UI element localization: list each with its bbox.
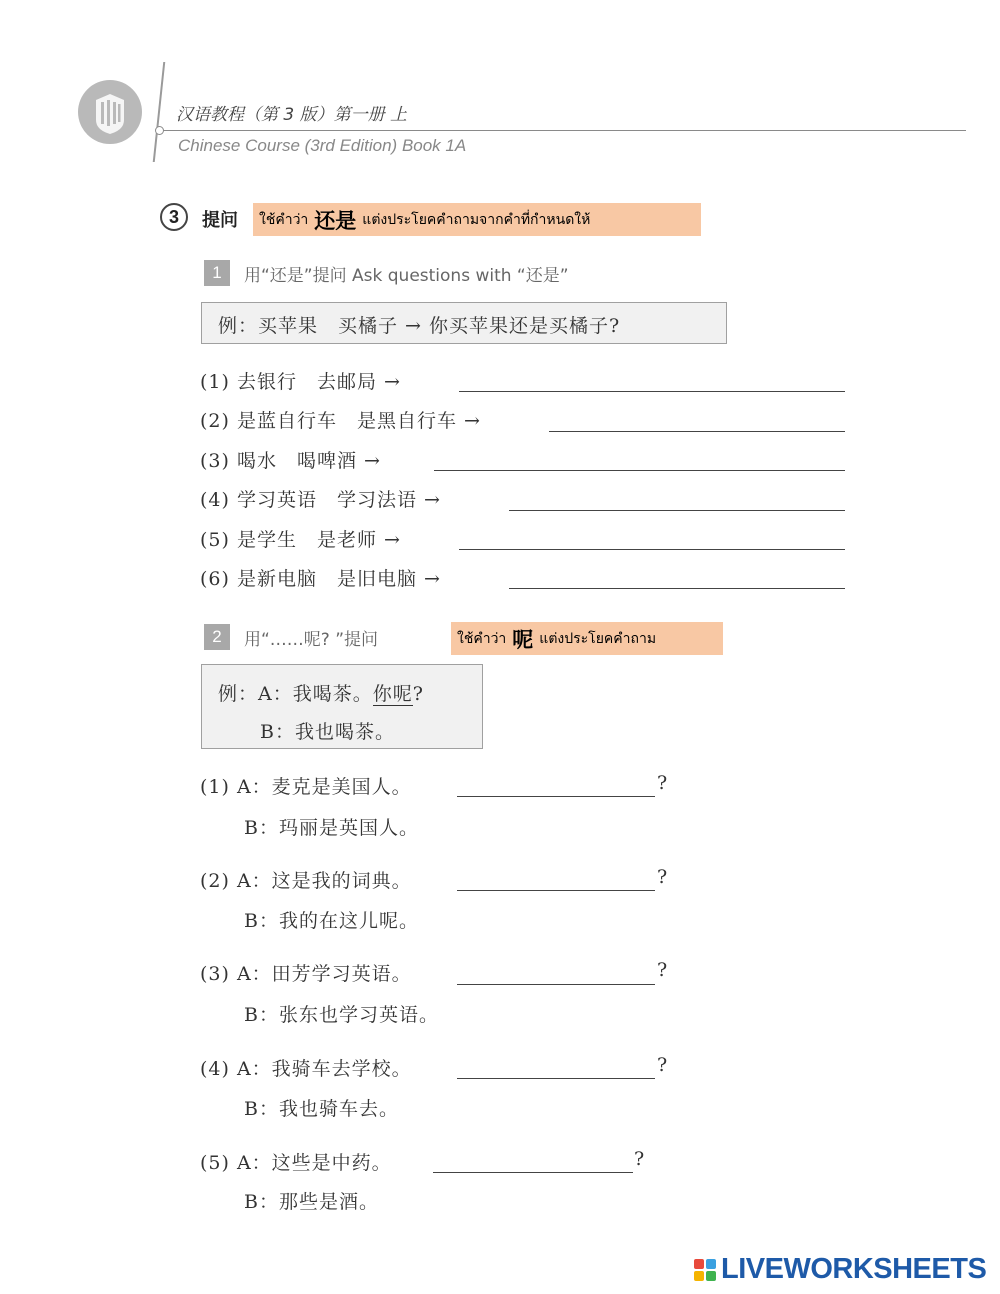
part2-title: 用“……呢? ”提问 bbox=[244, 630, 379, 650]
part2-example-box bbox=[201, 664, 483, 749]
instruction-pre: ใช้คำว่า bbox=[259, 211, 309, 228]
header-divider-dot bbox=[155, 126, 164, 135]
question-mark: ? bbox=[657, 772, 668, 794]
part2-example-b: B：我也喝茶。 bbox=[260, 721, 395, 743]
instruction-keyword: 还是 bbox=[314, 208, 357, 233]
part2-item-a: (5) A：这些是中药。 bbox=[200, 1152, 392, 1174]
part1-item: (4) 学习英语 学习法语 → bbox=[200, 489, 441, 511]
part1-answer-blank-3[interactable] bbox=[434, 470, 845, 471]
part1-item: (2) 是蓝自行车 是黑自行车 → bbox=[200, 410, 481, 432]
part1-item: (5) 是学生 是老师 → bbox=[200, 529, 401, 551]
part1-answer-blank-2[interactable] bbox=[549, 431, 845, 432]
part2-item-b: B：那些是酒。 bbox=[244, 1191, 379, 1213]
example-a-underlined: 你呢 bbox=[372, 683, 413, 705]
question-mark: ? bbox=[657, 959, 668, 981]
part1-example-box bbox=[201, 302, 727, 344]
instruction-post: แต่งประโยคคำถามจากคำที่กำหนดให้ bbox=[362, 211, 591, 228]
section-title: 提问 bbox=[202, 210, 238, 231]
question-mark: ? bbox=[657, 866, 668, 888]
part2-item-b: B：张东也学习英语。 bbox=[244, 1004, 439, 1026]
instruction-keyword: 呢 bbox=[512, 627, 534, 652]
part1-title: 用“还是”提问 Ask questions with “还是” bbox=[244, 266, 569, 286]
part1-answer-blank-6[interactable] bbox=[509, 588, 845, 589]
liveworksheets-grid-icon bbox=[694, 1259, 716, 1281]
part2-answer-blank-5[interactable] bbox=[433, 1172, 633, 1173]
part1-item: (1) 去银行 去邮局 → bbox=[200, 371, 401, 393]
part2-item-a: (3) A：田芳学习英语。 bbox=[200, 963, 412, 985]
question-mark: ? bbox=[634, 1148, 645, 1170]
part2-item-b: B：我的在这儿呢。 bbox=[244, 910, 419, 932]
part2-answer-blank-3[interactable] bbox=[457, 984, 655, 985]
part1-number: 1 bbox=[204, 260, 230, 286]
header-divider-vertical bbox=[153, 62, 165, 162]
part1-example-text: 例：买苹果 买橘子 → 你买苹果还是买橘子? bbox=[218, 315, 621, 337]
part2-instruction-highlight bbox=[451, 622, 723, 655]
part2-answer-blank-1[interactable] bbox=[457, 796, 655, 797]
book-title-chinese: 汉语教程（第 3 版）第一册 上 bbox=[176, 105, 408, 125]
liveworksheets-brand-text: LIVEWORKSHEETS bbox=[721, 1253, 987, 1285]
question-mark: ? bbox=[657, 1054, 668, 1076]
instruction-pre: ใช้คำว่า bbox=[457, 630, 507, 647]
part1-answer-blank-1[interactable] bbox=[459, 391, 845, 392]
book-title-english: Chinese Course (3rd Edition) Book 1A bbox=[178, 136, 467, 155]
part2-answer-blank-2[interactable] bbox=[457, 890, 655, 891]
instruction-post: แต่งประโยคคำถาม bbox=[539, 630, 657, 647]
section-instruction-highlight bbox=[253, 203, 701, 236]
part2-answer-blank-4[interactable] bbox=[457, 1078, 655, 1079]
part1-answer-blank-4[interactable] bbox=[509, 510, 845, 511]
part2-item-b: B：玛丽是英国人。 bbox=[244, 817, 419, 839]
part1-item: (3) 喝水 喝啤酒 → bbox=[200, 450, 381, 472]
part2-item-a: (4) A：我骑车去学校。 bbox=[200, 1058, 412, 1080]
example-a-prefix: 例：A：我喝茶。 bbox=[218, 683, 373, 705]
part2-item-b: B：我也骑车去。 bbox=[244, 1098, 399, 1120]
section-number: 3 bbox=[160, 203, 188, 231]
book-shield-icon bbox=[78, 80, 142, 144]
part2-number: 2 bbox=[204, 624, 230, 650]
part2-item-a: (2) A：这是我的词典。 bbox=[200, 870, 412, 892]
header-divider-horizontal bbox=[160, 130, 966, 131]
part2-example-a bbox=[218, 675, 482, 713]
example-a-suffix: ? bbox=[412, 683, 424, 705]
liveworksheets-logo bbox=[694, 1253, 986, 1286]
part1-item: (6) 是新电脑 是旧电脑 → bbox=[200, 568, 441, 590]
part1-answer-blank-5[interactable] bbox=[459, 549, 845, 550]
part2-item-a: (1) A：麦克是美国人。 bbox=[200, 776, 412, 798]
